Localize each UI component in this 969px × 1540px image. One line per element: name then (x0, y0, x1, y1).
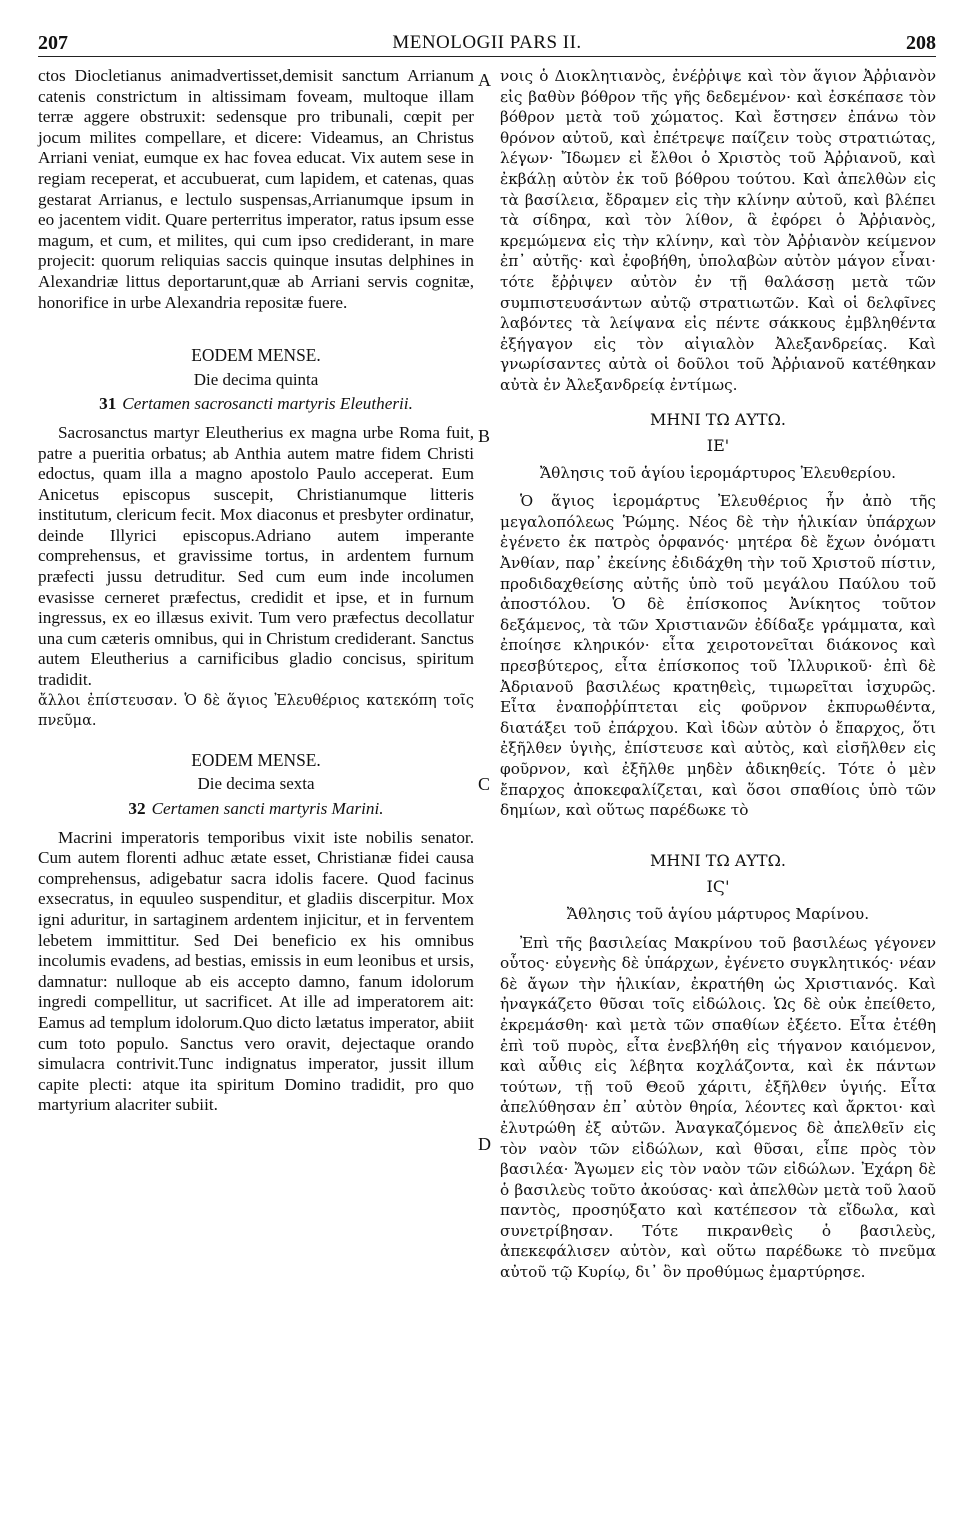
page-number-right: 208 (906, 32, 936, 54)
greek-section-heading-1: ΜΗΝΙ ΤΩ ΑΥΤΩ. (650, 409, 786, 429)
page-header (38, 26, 936, 57)
greek-title-marinus: Ἄθλησις τοῦ ἁγίου μάρτυρος Μαρίνου. (566, 904, 870, 923)
margin-letter-b: B (478, 426, 491, 446)
latin-section-heading-1: EODEM MENSE. (191, 345, 321, 366)
greek-paragraph-eleutherius: Ὁ ἅγιος ἱερομάρτυς Ἐλευθέριος ἦν ἀπὸ τῆς μεγαλοπόλεως Ῥώμης. Νέος δὲ τὴν ἡλικίαν ὑπάρχων ἐγένετο ἐκ πατρὸς ὀρφανός· μητέρα δὲ ἔχων ὀνόματι Ἀνθίαν, παρ᾽ ἐκείνης ἐδιδάχθη τὴν τοῦ Χριστοῦ πίστιν, προδιδαχθείσης αὐτῆς ὑπὸ τοῦ μεγάλου Παύλου τοῦ ἀποστόλου. Ὁ δὲ ἐπίσκοπος Ἀνίκητος τοῦτον δεξάμενος, τὰ τῶν Χριστιανῶν ἐδίδαξε γράμματα, καὶ ἐποίησε κληρικόν· εἶτα χειροτονεῖται διάκονος καὶ πρεσβύτερος, εἶτα ἐπίσκοπος τοῦ Ἰλλυρικοῦ· ἐπὶ δὲ Ἀδριανοῦ βασιλέως κρατηθεὶς, τιμωρεῖται ἰσχυρῶς. Εἶτα ἐναποῤῥίπτεται εἰς φοῦρνον ἐκπυρωθέντα, διατάξει τοῦ ἐπάρχου. Καὶ ἰδὼν αὐτὸν ὁ ἔπαρχος, ὅτι ἐξῆλθεν ὑγιὴς, ἐπίστευσε καὶ αὐτὸς, καὶ εἰσῆλθεν εἰς φοῦρνον, καὶ ἐξῆλθε μηδὲν ἀδικηθείς. Τότε ὁ μὲν ἔπαρχος ἀποκεφαλίζεται, καὶ ὅσοι σπαθίοις ὑπὸ τῶν δημίων, καὶ οὕτως παρέδωκε τὸ (500, 492, 936, 820)
margin-letter-a: A (478, 70, 491, 90)
latin-paragraph-marinus: Macrini imperatoris temporibus vixit iste nobilis senator. Cum autem florenti adhuc ætate esset, Christianæ fidei causa comprehensus, adigebatur sacra idolis facere. Quod facinus exsecratus, in equuleo suspenditur, et gladiis discerpitur. Mox igni aduritur, in sartaginem ardentem injicitur, et in ferventem lebetem immittitur. Sed Dei beneficio ex his omnibus incolumis evadens, ad bestias, emissis in eum leonibus et ursis, damnatur: nulloque ab eis accepto damno, fanum idolorum ingredi compellitur, ut sacrificet. At ille ad imperatorem ait: Eamus ad templum idolorum.Quo dicto lætatus imperator, abiit cum toto populo. Sanctus vero oravit, dejectaque orando simulacra contrivit.Tunc indignatus imperator, jussit illum capite plecti: atque ita spiritum Domino tradidit, pro quo martyrium alacriter subiit. (38, 827, 474, 1115)
latin-section-title-1 (38, 394, 474, 415)
latin-section-heading-2: EODEM MENSE. (191, 749, 321, 770)
greek-title-eleutherius: Ἄθλησις τοῦ ἁγίου ἱερομάρτυρος Ἐλευθερίου. (539, 463, 897, 482)
greek-section-day-1: ΙΕ' (706, 436, 730, 456)
latin-greek-fragment: ἄλλοι ἐπίστευσαν. Ὁ δὲ ἅγιος Ἐλευθέριος κατεκόπη τοῖς πνεῦμα. (38, 692, 474, 730)
page-number-left: 207 (38, 32, 68, 54)
latin-title-eleutherius: Certamen sacrosancti martyris Eleutherii. (122, 394, 413, 414)
section-number-31: 31 (99, 394, 117, 414)
latin-section-day-1: Die decima quinta (193, 369, 319, 389)
running-title: MENOLOGII PARS II. (392, 32, 582, 53)
latin-paragraph-eleutherius: Sacrosanctus martyr Eleutherius ex magna urbe Roma fuit, patre a pueritia orbatus; ab Anthia autem matre fidem Christi edoctus, quam illa a magno apostolo Paulo acceperat. Eum Anicetus episcopus suscepit, Christianumque litteris institutum, clericum fecit. Mox diaconus et presbyter ordinatur, deinde Illyrici episcopus.Adriano autem imperante comprehensus, et gravissime tortus, in ardentem furnum præfecti jussu detruditur. Sed cum eum inde incolumen evasisse cerneret præfectus, credidit et ipse, et in furnum ingressus, ex eo illæsus exivit. Tum vero præfectus decollatur una cum cæteris omnibus, qui in Christum crediderant. Sanctus autem Eleutherius a carnificibus gladio concisus, spiritum tradidit. (38, 422, 474, 690)
latin-section-day-2: Die decima sexta (197, 774, 315, 794)
greek-paragraph-arrianus: νοις ὁ Διοκλητιανὸς, ἐνέῤῥιψε καὶ τὸν ἅγιον Ἀῤῥιανὸν εἰς βαθὺν βόθρον τῆς γῆς δεδεμένον· καὶ ἐσκέπασε τὸν βόθρον μετὰ τοῦ χώματος. Καὶ ἔστησεν ἐπάνω τὸν θρόνον αὐτοῦ, καὶ ἐπέτρεψε παίζειν τοὺς στρατιώτας, λέγων· Ἴδωμεν εἰ ἔλθοι ὁ Χριστὸς τοῦ Ἀῤῥιανοῦ, καὶ ἐκβάλῃ αὐτὸν ἐκ τοῦ βόθρου τούτου. Καὶ ἀπελθὼν εἰς τὰ βασίλεια, ἔδραμεν εἰς τὴν κλίνην αὐτοῦ, καὶ βλέπει τὰ σίδηρα, καὶ τὸν λίθον, ἃ ἐφόρει ὁ Ἀῤῥιανὸς, κρεμώμενα εἰς τὴν κλίνην, καὶ τὸν Ἀῤῥιανὸν κείμενον ἐπ᾽ αὐτῆς· καὶ ἐφοβήθη, ὑπολαβὼν αὐτὸν μάγον εἶναι· τότε ἔῤῥιψεν αὐτὸν ἐν τῇ θαλάσσῃ μετὰ τῶν συμπιστευσάντων αὐτῷ στρατιωτῶν. Καὶ οἱ δελφῖνες λαβόντες τὰ λείψανα εἰς πέντε σάκκους ἐμβληθέντα ἐξήγαγον εἰς τὸν αἰγιαλὸν Ἀλεξανδρείας. Καὶ γνωρίσαντες αὐτὰ οἱ δοῦλοι τοῦ Ἀῤῥιανοῦ κατέθηκαν αὐτὰ ἐν Ἀλεξανδρείᾳ ἐντίμως. (500, 67, 936, 394)
greek-column (500, 66, 936, 1283)
greek-paragraph-marinus: Ἐπὶ τῆς βασιλείας Μακρίνου τοῦ βασιλέως γέγονεν οὗτος· εὐγενὴς δὲ ὑπάρχων, ἐγένετο συγκλητικός· νέαν δὲ ἄγων τὴν ἡλικίαν, ἐκρατήθη ὡς Χριστιανός. Καὶ ἠναγκάζετο θῦσαι τοῖς εἰδώλοις. Ὡς δὲ οὐκ ἐπείθετο, ἐκρεμάσθη· καὶ μετὰ τῶν σπαθίων ἐξέετο. Εἶτα ἐτέθη ἐπὶ τοῦ πυρὸς, εἶτα ἐνεβλήθη εἰς τήγανον καιόμενον, καὶ αὖθις εἰς λέβητα κοχλάζοντα, καὶ ἐκ πάντων τούτων, τῇ τοῦ Θεοῦ χάριτι, ἐξῆλθεν ὑγιής. Εἶτα ἀπελύθησαν ἐπ᾽ αὐτὸν θηρία, λέοντες καὶ ἄρκτοι· καὶ ἐλυτρώθη ἐξ αὐτῶν. Ἀναγκαζόμενος δὲ ἀπελθεῖν εἰς τὸν ναὸν τῶν εἰδώλων, καὶ θῦσαι, εἶπε πρὸς τὸν βασιλέα· Ἄγωμεν εἰς τὸν ναὸν τῶν εἰδώλων. Ἐχάρη δὲ ὁ βασιλεὺς τοῦτο ἀκούσας· καὶ ἀπελθὼν μετὰ τοῦ λαοῦ παντὸς, προσηύξατο καὶ κατέπεσον τὰ εἴδωλα, καὶ συνετρίβησαν. Τότε πικρανθεὶς ὁ βασιλεὺς, ἀπεκεφάλισεν αὐτὸν, καὶ οὕτω παρέδωκε τὸ πνεῦμα αὐτοῦ τῷ Κυρίῳ, δι᾽ ὃν προθύμως ἐμαρτύρησε. (500, 933, 936, 1282)
latin-title-marinus: Certamen sancti martyris Marini. (151, 799, 384, 818)
greek-section-heading-2: ΜΗΝΙ ΤΩ ΑΥΤΩ. (650, 850, 786, 870)
latin-section-title-2 (38, 799, 474, 820)
section-number-32: 32 (128, 799, 146, 818)
greek-section-day-2: ΙϚ' (706, 877, 730, 897)
latin-column (38, 66, 474, 1116)
latin-paragraph-arrianus: ctos Diocletianus animadvertisset,demisit sanctum Arrianum catenis constrictum in altissimam foveam, multoque illam terræ aggere obstruxit: sedensque pro tribunali, cœpit per jocum milites compellare, et dicere: Videamus, an Christus Arriani veniat, eumque ex hac fovea educat. Vix autem sese in regiam receperat, et accubuerat, cum lapidem, et catenas, quas gestarat Arrianus, e lectulo suspensas,Arrianumque ipsum in eo jacentem vidit. Quare perterritus imperator, ratus ipsum esse magum, et cum, et milites, qui cum ipso crediderant, in mare projecit: quorum reliquias saccis quinque insutas delphines in Alexandriæ littus deportarunt,quæ ab Arriani servis cognitæ, honorifice in urbe Alexandria repositæ fuere. (38, 66, 474, 312)
margin-letter-c: C (478, 774, 491, 794)
margin-letter-d: D (478, 1134, 491, 1154)
